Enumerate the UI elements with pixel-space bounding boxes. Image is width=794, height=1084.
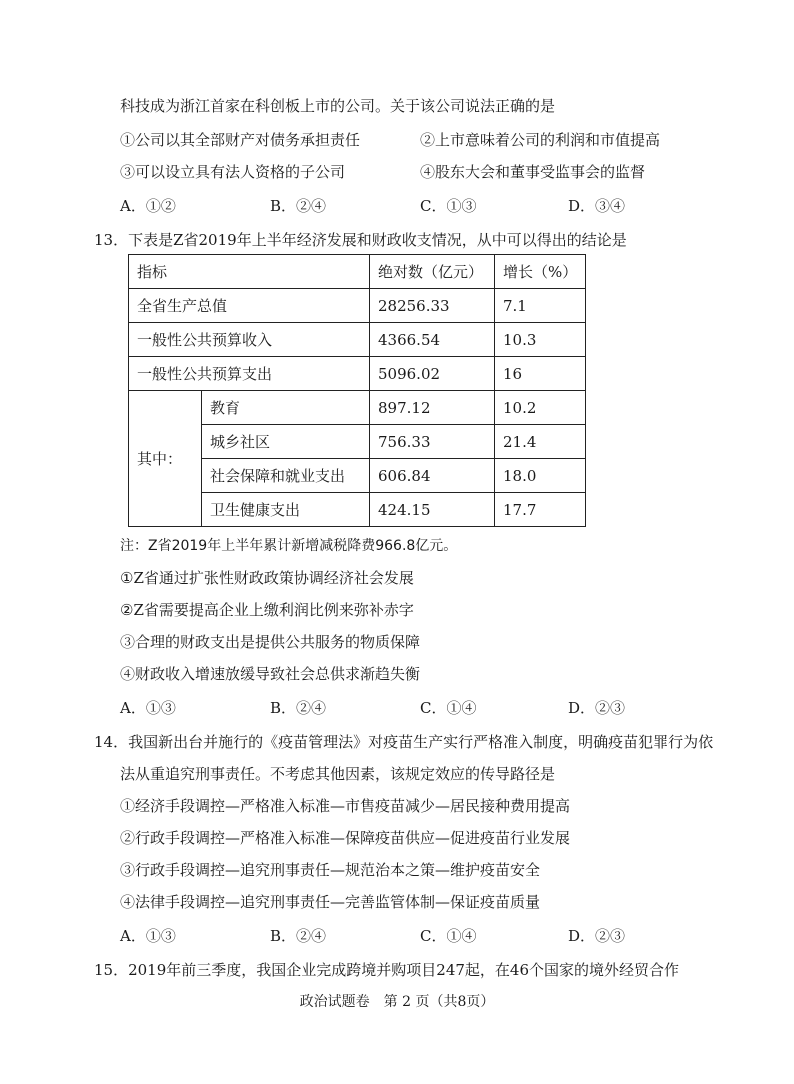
q15-number: 15． — [94, 961, 129, 979]
q12-choice-c[interactable]: C．①③ — [420, 197, 477, 215]
q14-choice-c[interactable]: C．①④ — [420, 927, 477, 945]
table-row — [129, 323, 586, 357]
q12-statement-2: ②上市意味着公司的利润和市值提高 — [420, 131, 661, 149]
q14-statement-4: ④法律手段调控—追究刑事责任—完善监管体制—保证疫苗质量 — [120, 893, 541, 911]
table-cell-label: 教育 — [202, 391, 370, 425]
table-cell-label: 一般性公共预算收入 — [129, 323, 370, 357]
table-cell-label: 卫生健康支出 — [202, 493, 370, 527]
q13-number: 13． — [94, 231, 129, 249]
table-cell-growth: 7.1 — [495, 289, 586, 323]
q14-choice-d[interactable]: D．②③ — [568, 927, 626, 945]
q12-choice-b[interactable]: B．②④ — [270, 197, 327, 215]
q13-stem: 下表是Z省2019年上半年经济发展和财政收支情况，从中可以得出的结论是 — [128, 231, 627, 249]
q14-statement-3: ③行政手段调控—追究刑事责任—规范治本之策—维护疫苗安全 — [120, 861, 541, 879]
q13-choice-a[interactable]: A．①③ — [120, 699, 176, 717]
table-row — [129, 391, 586, 425]
table-cell-growth: 18.0 — [495, 459, 586, 493]
table-row — [129, 357, 586, 391]
table-cell-value: 28256.33 — [370, 289, 495, 323]
q13-choice-d[interactable]: D．②③ — [568, 699, 626, 717]
table-cell-value: 4366.54 — [370, 323, 495, 357]
page-footer: 政治试题卷 第 2 页（共8页） — [299, 994, 495, 1010]
table-cell-label: 全省生产总值 — [129, 289, 370, 323]
q15-stem: 2019年前三季度，我国企业完成跨境并购项目247起，在46个国家的境外经贸合作 — [128, 961, 679, 979]
q12-statement-1: ①公司以其全部财产对债务承担责任 — [120, 131, 361, 149]
table-header-absolute: 绝对数（亿元） — [370, 255, 495, 289]
table-cell-growth: 17.7 — [495, 493, 586, 527]
q14-stem-line-2: 法从重追究刑事责任。不考虑其他因素，该规定效应的传导路径是 — [120, 765, 556, 783]
q13-data-table — [128, 254, 586, 527]
q12-choice-d[interactable]: D．③④ — [568, 197, 626, 215]
q12-stem-tail: 科技成为浙江首家在科创板上市的公司。关于该公司说法正确的是 — [120, 97, 556, 115]
q15-question — [94, 960, 679, 980]
table-cell-value: 897.12 — [370, 391, 495, 425]
q13-question — [94, 230, 627, 250]
table-cell-value: 606.84 — [370, 459, 495, 493]
q14-choice-b[interactable]: B．②④ — [270, 927, 327, 945]
q13-choice-c[interactable]: C．①④ — [420, 699, 477, 717]
table-header-row — [129, 255, 586, 289]
q12-choice-a[interactable]: A．①② — [120, 197, 176, 215]
table-cell-value: 756.33 — [370, 425, 495, 459]
table-cell-growth: 16 — [495, 357, 586, 391]
table-header-growth: 增长（%） — [495, 255, 586, 289]
table-cell-label: 一般性公共预算支出 — [129, 357, 370, 391]
q14-statement-2: ②行政手段调控—严格准入标准—保障疫苗供应—促进疫苗行业发展 — [120, 829, 571, 847]
q14-question — [94, 732, 713, 752]
q13-statement-3: ③合理的财政支出是提供公共服务的物质保障 — [120, 633, 421, 651]
q13-statement-4: ④财政收入增速放缓导致社会总供求渐趋失衡 — [120, 665, 421, 683]
q14-number: 14． — [94, 733, 129, 751]
table-cell-growth: 10.2 — [495, 391, 586, 425]
q14-choice-a[interactable]: A．①③ — [120, 927, 176, 945]
q13-statement-1: ①Z省通过扩张性财政政策协调经济社会发展 — [120, 569, 414, 587]
table-group-label: 其中： — [129, 391, 202, 527]
table-header-indicator: 指标 — [129, 255, 370, 289]
table-cell-growth: 10.3 — [495, 323, 586, 357]
table-cell-value: 5096.02 — [370, 357, 495, 391]
table-cell-growth: 21.4 — [495, 425, 586, 459]
table-cell-value: 424.15 — [370, 493, 495, 527]
q13-statement-2: ②Z省需要提高企业上缴利润比例来弥补赤字 — [120, 601, 414, 619]
q14-stem-line-1: 我国新出台并施行的《疫苗管理法》对疫苗生产实行严格准入制度，明确疫苗犯罪行为依 — [128, 733, 714, 751]
q12-statement-4: ④股东大会和董事受监事会的监督 — [420, 163, 646, 181]
q14-statement-1: ①经济手段调控—严格准入标准—市售疫苗减少—居民接种费用提高 — [120, 797, 571, 815]
q12-statement-3: ③可以设立具有法人资格的子公司 — [120, 163, 346, 181]
table-cell-label: 社会保障和就业支出 — [202, 459, 370, 493]
table-row — [129, 289, 586, 323]
q13-table-note: 注：Z省2019年上半年累计新增减税降费966.8亿元。 — [120, 538, 458, 554]
q13-choice-b[interactable]: B．②④ — [270, 699, 327, 717]
table-cell-label: 城乡社区 — [202, 425, 370, 459]
